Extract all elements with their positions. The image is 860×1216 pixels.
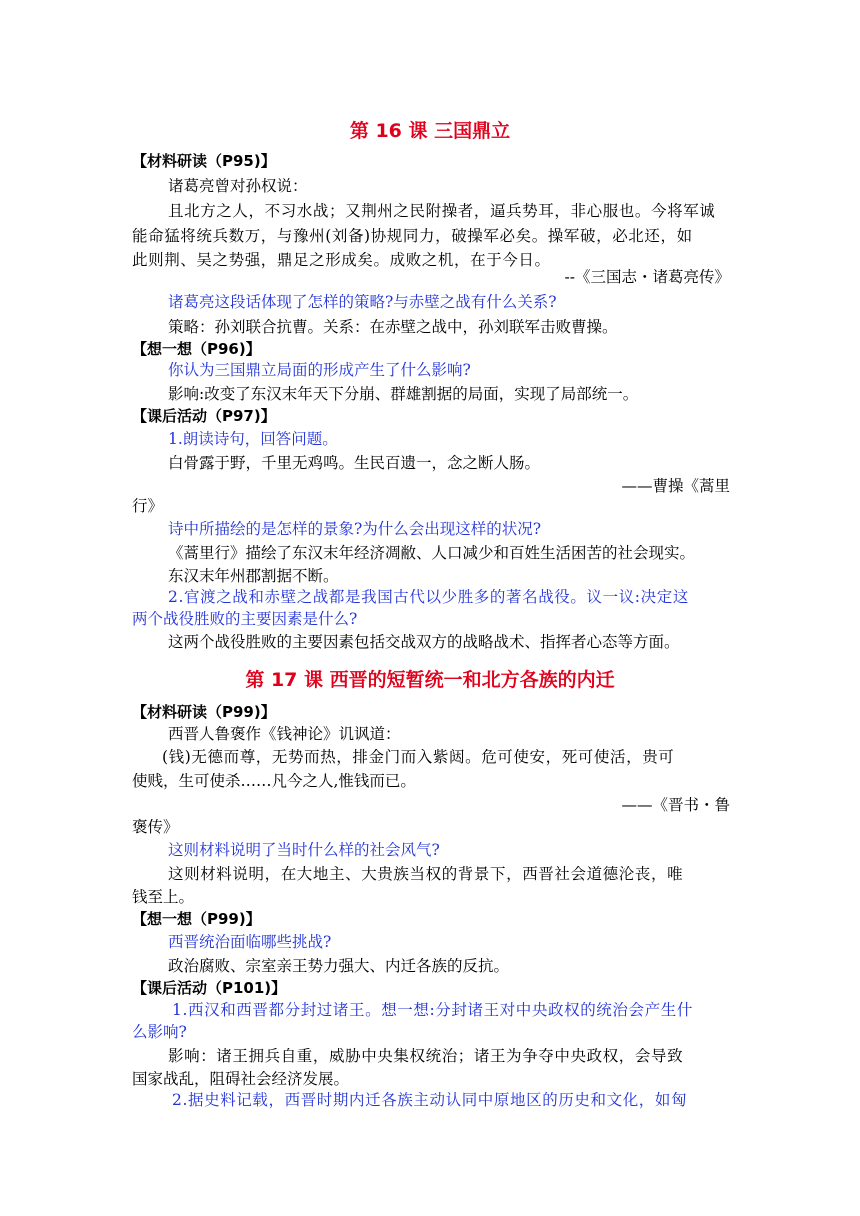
think-heading: 【想一想（P96)】 — [132, 340, 261, 358]
question: 么影响? — [132, 1023, 187, 1041]
question: 2.官渡之战和赤壁之战都是我国古代以少胜多的著名战役。议一议:决定这 — [168, 588, 689, 606]
quote-line: 能命猛将统兵数万，与豫州(刘备)协规同力，破操军必矣。操军破，必北还，如 — [132, 227, 693, 245]
quote-line: (钱)无德而尊，无势而热，排金门而入紫闼。危可使安，死可使活，贵可 — [162, 748, 675, 766]
question: 两个战役胜败的主要因素是什么? — [132, 610, 358, 628]
quote-line: 使贱，生可使杀……凡今之人,惟钱而已。 — [132, 772, 416, 790]
question: 诸葛亮这段话体现了怎样的策略?与赤壁之战有什么关系? — [168, 293, 557, 311]
material-heading: 【材料研读（P95)】 — [132, 152, 276, 170]
quote-line: 此则荆、吴之势强，鼎足之形成矣。成败之机，在于今日。 — [132, 251, 551, 269]
question: 西晋统治面临哪些挑战? — [168, 933, 332, 951]
question: 1.朗读诗句，回答问题。 — [168, 430, 338, 448]
lesson-17-title: 第 17 课 西晋的短暂统一和北方各族的内迁 — [245, 669, 615, 691]
material-intro: 诸葛亮曾对孙权说： — [168, 177, 308, 195]
activity-heading: 【课后活动（P97)】 — [132, 407, 276, 425]
lesson-16-title: 第 16 课 三国鼎立 — [349, 120, 511, 142]
material-intro: 西晋人鲁褒作《钱神论》讥讽道： — [168, 725, 401, 743]
quote-line: 且北方之人，不习水战；又荆州之民附操者，逼兵势耳，非心服也。今将军诚 — [168, 202, 716, 220]
poem-source: 行》 — [132, 497, 164, 515]
question: 2.据史料记载，西晋时期内迁各族主动认同中原地区的历史和文化，如匈 — [172, 1091, 688, 1109]
question: 1.西汉和西晋都分封过诸王。想一想:分封诸王对中央政权的统治会产生什 — [172, 1001, 693, 1019]
activity-heading: 【课后活动（P101)】 — [132, 979, 287, 997]
question: 诗中所描绘的是怎样的景象?为什么会出现这样的状况? — [168, 520, 542, 538]
answer: 影响：诸王拥兵自重，威胁中央集权统治；诸王为争夺中央政权，会导致 — [168, 1047, 684, 1065]
quote-source: --《三国志・诸葛亮传》 — [564, 268, 730, 286]
answer: 东汉末年州郡割据不断。 — [168, 567, 339, 585]
think-heading: 【想一想（P99)】 — [132, 910, 261, 928]
answer: 钱至上。 — [132, 888, 195, 906]
poem: 白骨露于野，千里无鸡鸣。生民百遗一，念之断人肠。 — [168, 454, 541, 472]
material-heading: 【材料研读（P99)】 — [132, 703, 276, 721]
poem-source: ——曹操《蒿里 — [621, 477, 730, 495]
answer: 策略：孙刘联合抗曹。关系：在赤壁之战中，孙刘联军击败曹操。 — [168, 318, 618, 336]
answer: 这两个战役胜败的主要因素包括交战双方的战略战术、指挥者心态等方面。 — [168, 633, 680, 651]
question: 你认为三国鼎立局面的形成产生了什么影响? — [168, 361, 471, 379]
quote-source: ——《晋书・鲁 — [621, 796, 730, 814]
answer: 影响:改变了东汉末年天下分崩、群雄割据的局面，实现了局部统一。 — [168, 385, 639, 403]
answer: 这则材料说明，在大地主、大贵族当权的背景下，西晋社会道德沦丧，唯 — [168, 865, 684, 883]
quote-source: 褒传》 — [132, 818, 179, 836]
question: 这则材料说明了当时什么样的社会风气? — [168, 841, 440, 859]
answer: 国家战乱，阻碍社会经济发展。 — [132, 1070, 350, 1088]
answer: 政治腐败、宗室亲王势力强大、内迁各族的反抗。 — [168, 957, 510, 975]
answer: 《蒿里行》描绘了东汉末年经济凋敝、人口减少和百姓生活困苦的社会现实。 — [168, 544, 696, 562]
